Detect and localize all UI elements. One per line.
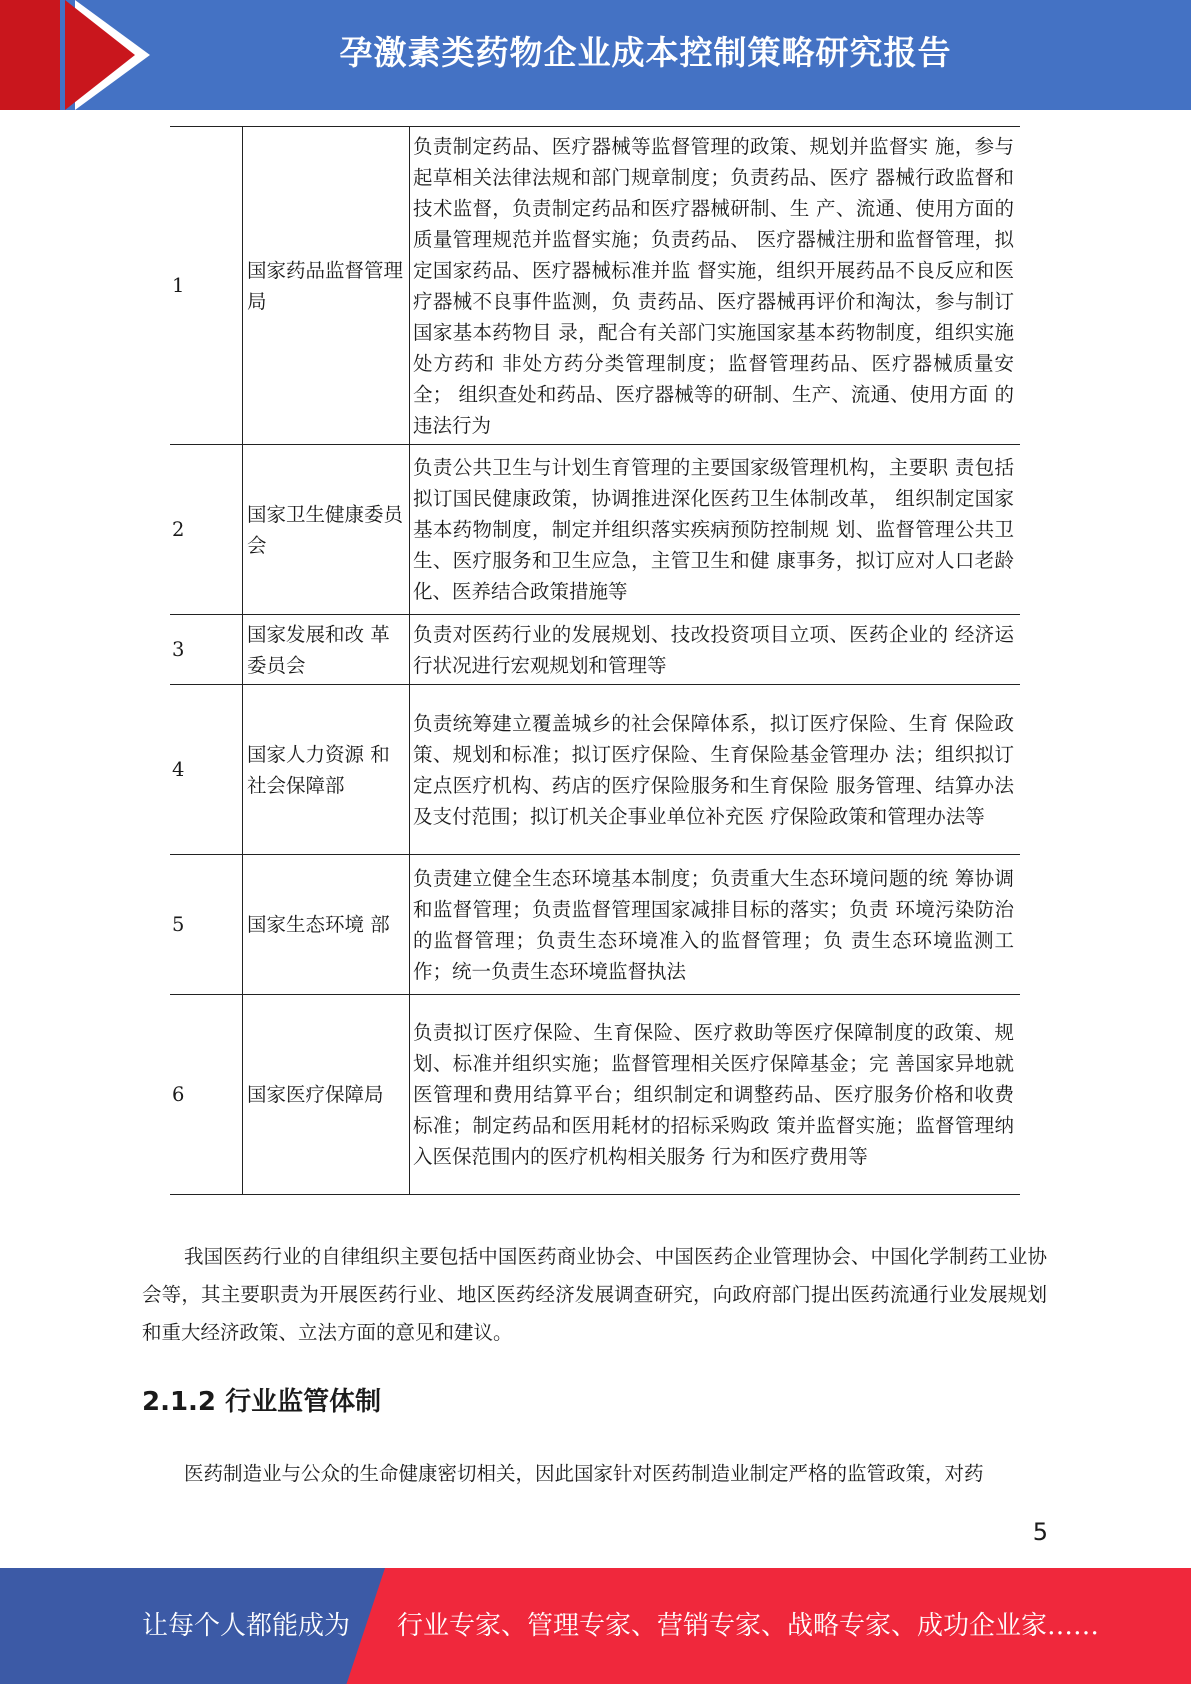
- table-row: [170, 615, 1020, 685]
- agency-name: 国家发展和改 革委员会: [243, 615, 410, 685]
- agency-name: 国家人力资源 和社会保障部: [243, 685, 410, 855]
- regulator-table: [170, 126, 1020, 1195]
- agency-name: 国家药品监督管理局: [243, 127, 410, 445]
- body-paragraph: 医药制造业与公众的生命健康密切相关，因此国家针对医药制造业制定严格的监管政策，对药: [184, 1462, 984, 1485]
- table-row: [170, 995, 1020, 1195]
- row-number: 5: [170, 855, 243, 995]
- table-row: [170, 685, 1020, 855]
- agency-name: 国家卫生健康委员会: [243, 445, 410, 615]
- agency-name: 国家医疗保障局: [243, 995, 410, 1195]
- page-number: 5: [1032, 1518, 1048, 1546]
- agency-duty: 负责公共卫生与计划生育管理的主要国家级管理机构，主要职 责包括拟订国民健康政策，协调推进深化医药卫生体制改革， 组织制定国家基本药物制度，制定并组织落实疾病预防控制规 划、监督管理公共卫生、医疗服务和卫生应急，主管卫生和健 康事务，拟订应对人口老龄化、医养结合政策措施等: [410, 445, 1021, 615]
- row-number: 4: [170, 685, 243, 855]
- row-number: 3: [170, 615, 243, 685]
- agency-duty: 负责制定药品、医疗器械等监督管理的政策、规划并监督实 施，参与起草相关法律法规和部门规章制度；负责药品、医疗 器械行政监督和技术监督，负责制定药品和医疗器械研制、生 产、流通、使用方面的质量管理规范并监督实施；负责药品、 医疗器械注册和监督管理，拟定国家药品、医疗器械标准并监 督实施，组织开展药品不良反应和医疗器械不良事件监测，负 责药品、医疗器械再评价和淘汰，参与制订国家基本药物目 录，配合有关部门实施国家基本药物制度，组织实施处方药和 非处方药分类管理制度；监督管理药品、医疗器械质量安全； 组织查处和药品、医疗器械等的研制、生产、流通、使用方面 的违法行为: [410, 127, 1021, 445]
- page-header: [0, 0, 1191, 110]
- page-footer: [0, 1568, 1191, 1684]
- section-heading: 2.1.2 行业监管体制: [142, 1387, 382, 1417]
- row-number: 2: [170, 445, 243, 615]
- footer-slogan-left: 让每个人都能成为: [142, 1611, 351, 1641]
- row-number: 1: [170, 127, 243, 445]
- agency-duty: 负责建立健全生态环境基本制度；负责重大生态环境问题的统 筹协调和监督管理；负责监督管理国家减排目标的落实；负责 环境污染防治的监督管理；负责生态环境准入的监督管理；负 责生态环境监测工作；统一负责生态环境监督执法: [410, 855, 1021, 995]
- agency-duty: 负责统筹建立覆盖城乡的社会保障体系，拟订医疗保险、生育 保险政策、规划和标准；拟订医疗保险、生育保险基金管理办 法；组织拟订定点医疗机构、药店的医疗保险服务和生育保险 服务管理、结算办法及支付范围；拟订机关企事业单位补充医 疗保险政策和管理办法等: [410, 685, 1021, 855]
- agency-name: 国家生态环境 部: [243, 855, 410, 995]
- row-number: 6: [170, 995, 243, 1195]
- report-title: 孕激素类药物企业成本控制策略研究报告: [339, 33, 952, 72]
- agency-duty: 负责对医药行业的发展规划、技改投资项目立项、医药企业的 经济运行状况进行宏观规划和管理等: [410, 615, 1021, 685]
- table-row: [170, 127, 1020, 445]
- header-arrow-red: [65, 0, 135, 110]
- header-red-band: [0, 0, 60, 110]
- table-row: [170, 855, 1020, 995]
- agency-duty: 负责拟订医疗保险、生育保险、医疗救助等医疗保障制度的政策、规划、标准并组织实施；监督管理相关医疗保障基金；完 善国家异地就医管理和费用结算平台；组织制定和调整药品、医疗服务价格和收费标准；制定药品和医用耗材的招标采购政 策并监督实施；监督管理纳入医保范围内的医疗机构相关服务 行为和医疗费用等: [410, 995, 1021, 1195]
- table-row: [170, 445, 1020, 615]
- body-paragraph: 我国医药行业的自律组织主要包括中国医药商业协会、中国医药企业管理协会、中国化学制药工业协会等，其主要职责为开展医药行业、地区医药经济发展调查研究，向政府部门提出医药流通行业发展规划和重大经济政策、立法方面的意见和建议。: [142, 1245, 1047, 1344]
- footer-slogan-right: 行业专家、管理专家、营销专家、战略专家、成功企业家……: [397, 1611, 1100, 1641]
